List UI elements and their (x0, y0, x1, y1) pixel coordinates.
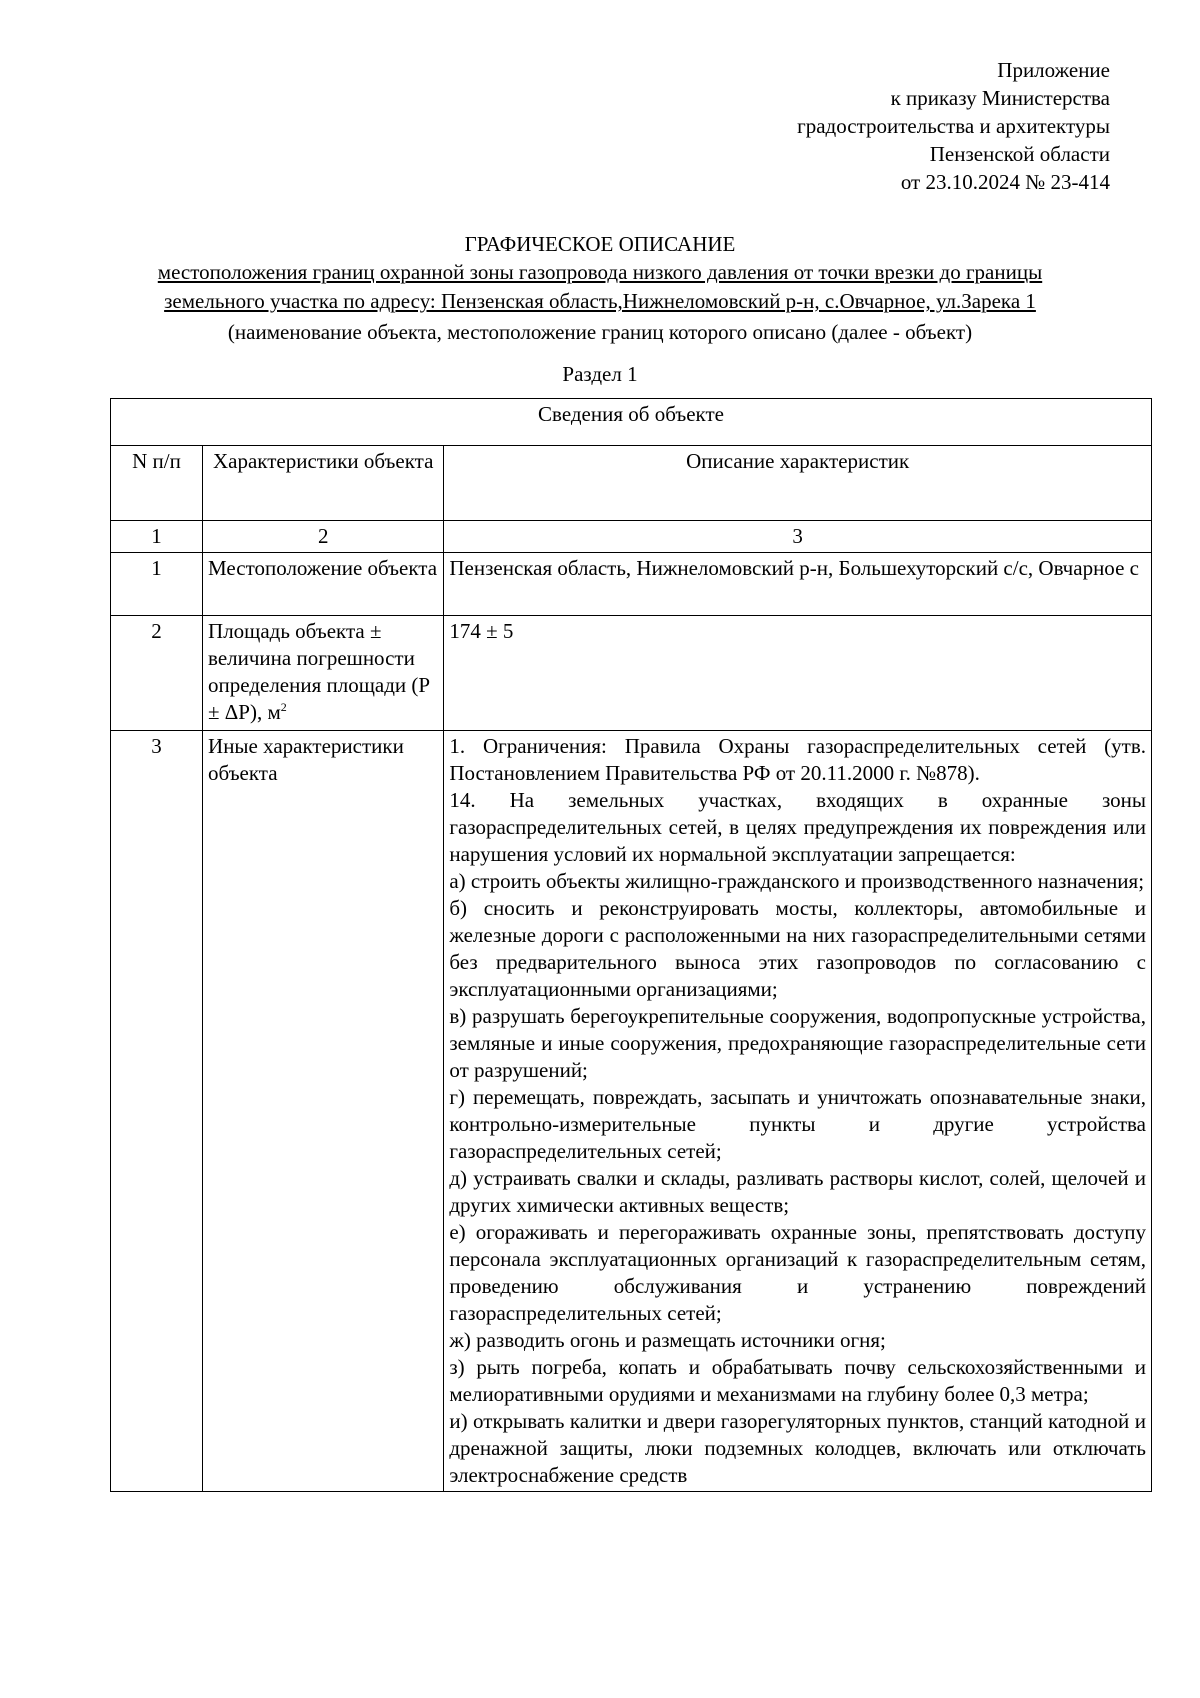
row-characteristic: Иные характеристики объекта (203, 731, 444, 1492)
subtitle-line-2: земельного участка по адресу: Пензенская область,Нижнеломовский р-н, с.Овчарное, ул.Зарека 1 (164, 289, 1036, 313)
characteristic-text: Площадь объекта ± величина погрешности определения площади (Р ± ΔР), м (208, 619, 431, 724)
header-line: Пензенской области (929, 142, 1110, 166)
object-description (100, 258, 1100, 316)
row-description: Пензенская область, Нижнеломовский р-н, Большехуторский с/с, Овчарное с (444, 553, 1152, 616)
table-row (111, 616, 1152, 731)
subtitle-line-1: местоположения границ охранной зоны газопровода низкого давления от точки врезки до границы (157, 260, 1043, 284)
restriction-paragraph: 1. Ограничения: Правила Охраны газораспределительных сетей (утв. Постановлением Правительства РФ от 20.11.2000 г. №878). (449, 734, 1146, 785)
restriction-paragraph: г) перемещать, повреждать, засыпать и уничтожать опознавательные знаки, контрольно-измерительные пункты и другие устройства газораспределительных сетей; (449, 1085, 1146, 1163)
column-number: 3 (444, 521, 1152, 553)
restriction-paragraph: и) открывать калитки и двери газорегуляторных пунктов, станций катодной и дренажной защиты, люки подземных колодцев, включать или отключать электроснабжение средств (449, 1409, 1146, 1487)
restriction-paragraph: е) огораживать и перегораживать охранные зоны, препятствовать доступу персонала эксплуатационных организаций к газораспределительным сетям, проведению обслуживания и устранению повреждений газораспределительных сетей; (449, 1220, 1146, 1325)
object-info-table (110, 398, 1152, 1492)
restriction-paragraph: д) устраивать свалки и склады, разливать растворы кислот, солей, щелочей и других химически активных веществ; (449, 1166, 1146, 1217)
restriction-paragraph: а) строить объекты жилищно-гражданского и производственного назначения; (449, 869, 1145, 893)
header-line: Приложение (997, 58, 1110, 82)
restriction-paragraph: б) сносить и реконструировать мосты, коллекторы, автомобильные и железные дороги с расположенными на них газораспределительными сетями без предварительного выноса этих газопроводов по согласованию с эксплуатационными организациями; (449, 896, 1146, 1001)
header-line: от 23.10.2024 № 23-414 (900, 170, 1110, 194)
row-number: 3 (111, 731, 203, 1492)
header-line: к приказу Министерства (890, 86, 1110, 110)
header-description: Описание характеристик (444, 446, 1152, 521)
table-row (111, 731, 1152, 1492)
document-title: ГРАФИЧЕСКОЕ ОПИСАНИЕ (464, 232, 736, 256)
column-number: 2 (203, 521, 444, 553)
table-caption: Сведения об объекте (111, 399, 1152, 446)
restriction-paragraph: 14. На земельных участках, входящих в охранные зоны газораспределительных сетей, в целях предупреждения их повреждения или нарушения условий их нормальной эксплуатации запрещается: (449, 788, 1146, 866)
section-heading: Раздел 1 (562, 362, 638, 386)
restriction-paragraph: ж) разводить огонь и размещать источники огня; (449, 1328, 886, 1352)
column-number: 1 (111, 521, 203, 553)
header-characteristic: Характеристики объекта (203, 446, 444, 521)
order-reference (797, 56, 1110, 196)
table-row (111, 553, 1152, 616)
restriction-paragraph: з) рыть погреба, копать и обрабатывать почву сельскохозяйственными и мелиоративными орудиями и механизмами на глубину более 0,3 метра; (449, 1355, 1146, 1406)
header-line: градостроительства и архитектуры (797, 114, 1110, 138)
row-description (444, 731, 1152, 1492)
restriction-paragraph: в) разрушать берегоукрепительные сооружения, водопропускные устройства, земляные и иные сооружения, предохраняющие газораспределительные сети от разрушений; (449, 1004, 1146, 1082)
header-num: N п/п (111, 446, 203, 521)
object-note: (наименование объекта, местоположение границ которого описано (далее - объект) (227, 320, 973, 344)
row-characteristic: Местоположение объекта (203, 553, 444, 616)
row-number: 2 (111, 616, 203, 731)
unit-superscript: 2 (280, 700, 287, 714)
row-description: 174 ± 5 (444, 616, 1152, 731)
row-characteristic (203, 616, 444, 731)
row-number: 1 (111, 553, 203, 616)
